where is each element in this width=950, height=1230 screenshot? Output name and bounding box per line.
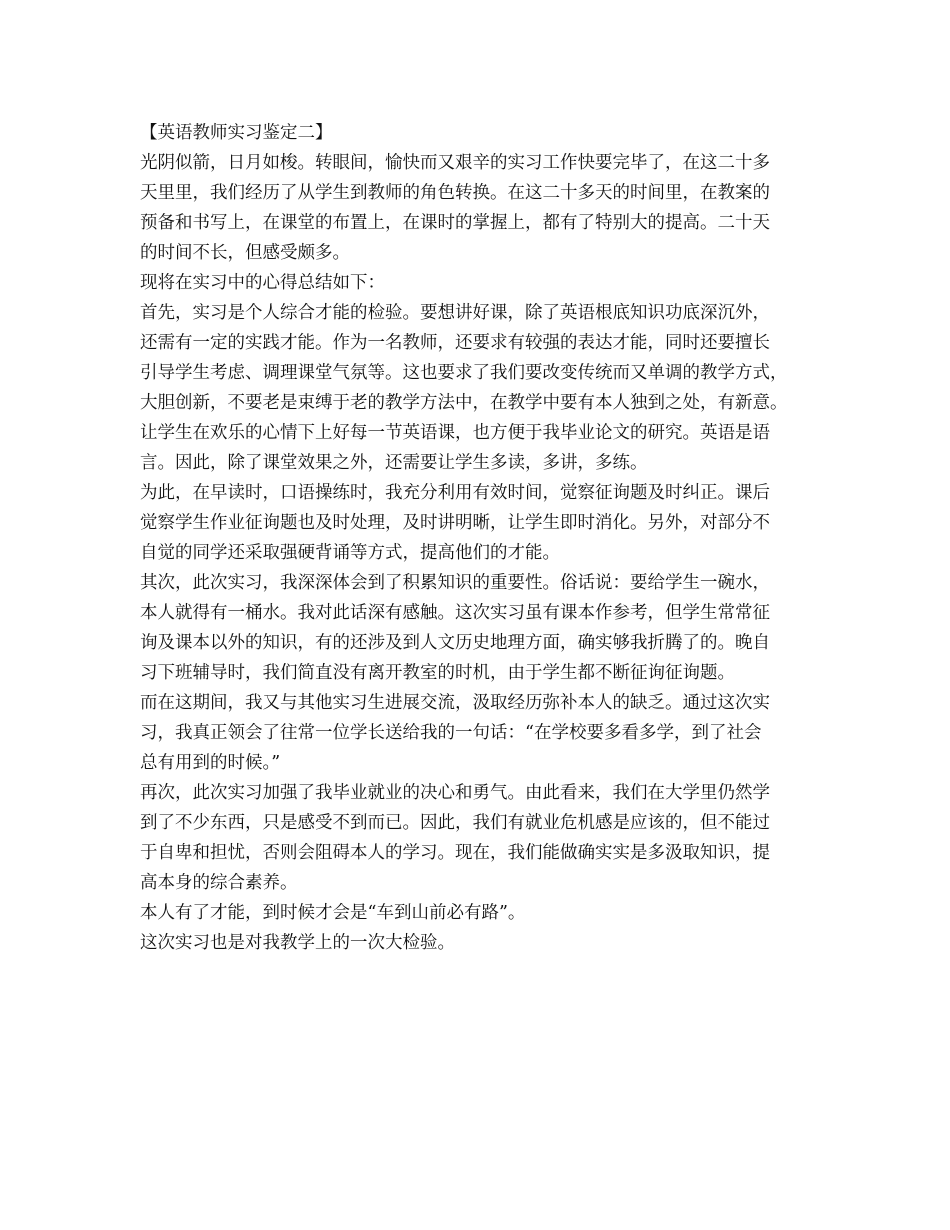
text-line: 觉察学生作业征询题也及时处理，及时讲明晰，让学生即时消化。另外，对部分不 — [140, 513, 770, 533]
paragraph-practice — [140, 478, 820, 568]
text-line: 这次实习也是对我教学上的一次大检验。 — [140, 933, 455, 953]
paragraph-conclusion — [140, 928, 820, 958]
paragraph-ability — [140, 898, 820, 928]
text-line: 本人有了才能，到时候才会是“车到山前必有路”。 — [140, 903, 526, 923]
text-line: 光阴似箭，日月如梭。转眼间，愉快而又艰辛的实习工作快要完毕了，在这二十多 — [140, 153, 770, 173]
text-line: 到了不少东西，只是感受不到而已。因此，我们有就业危机感是应该的，但不能过 — [140, 813, 770, 833]
text-line: 现将在实习中的心得总结如下： — [140, 273, 385, 293]
text-line: 自觉的同学还采取强硬背诵等方式，提高他们的才能。 — [140, 543, 560, 563]
text-line: 大胆创新，不要老是束缚于老的教学方法中，在教学中要有本人独到之处，有新意。 — [140, 393, 788, 413]
text-line: 还需有一定的实践才能。作为一名教师，还要求有较强的表达才能，同时还要擅长 — [140, 333, 770, 353]
paragraph-summary-lead — [140, 268, 820, 298]
text-line: 习，我真正领会了往常一位学长送给我的一句话：“在学校要多看多学，到了社会 — [140, 723, 762, 743]
text-line: 引导学生考虑、调理课堂气氛等。这也要求了我们要改变传统而又单调的教学方式， — [140, 363, 788, 383]
document-body — [140, 118, 820, 958]
text-line: 言。因此，除了课堂效果之外，还需要让学生多读，多讲，多练。 — [140, 453, 648, 473]
text-line: 询及课本以外的知识，有的还涉及到人文历史地理方面，确实够我折腾了的。晚自 — [140, 633, 770, 653]
paragraph-first-point — [140, 298, 820, 478]
paragraph-exchange — [140, 688, 820, 778]
text-line: 让学生在欢乐的心情下上好每一节英语课，也方便于我毕业论文的研究。英语是语 — [140, 423, 770, 443]
text-line: 为此，在早读时，口语操练时，我充分利用有效时间，觉察征询题及时纠正。课后 — [140, 483, 770, 503]
text-line: 其次，此次实习，我深深体会到了积累知识的重要性。俗话说：要给学生一碗水， — [140, 573, 770, 593]
text-line: 的时间不长，但感受颇多。 — [140, 243, 350, 263]
text-line: 预备和书写上，在课堂的布置上，在课时的掌握上，都有了特别大的提高。二十天 — [140, 213, 770, 233]
paragraph-second-point — [140, 568, 820, 688]
text-line: 首先，实习是个人综合才能的检验。要想讲好课，除了英语根底知识功底深沉外， — [140, 303, 770, 323]
text-line: 总有用到的时候。” — [140, 753, 281, 773]
text-line: 而在这期间，我又与其他实习生进展交流，汲取经历弥补本人的缺乏。通过这次实 — [140, 693, 770, 713]
text-line: 高本身的综合素养。 — [140, 873, 298, 893]
text-line: 习下班辅导时，我们简直没有离开教室的时机，由于学生都不断征询征询题。 — [140, 663, 735, 683]
text-line: 本人就得有一桶水。我对此话深有感触。这次实习虽有课本作参考，但学生常常征 — [140, 603, 770, 623]
paragraph-third-point — [140, 778, 820, 898]
text-line: 天里里，我们经历了从学生到教师的角色转换。在这二十多天的时间里，在教案的 — [140, 183, 770, 203]
paragraph-intro — [140, 148, 820, 268]
text-line: 再次，此次实习加强了我毕业就业的决心和勇气。由此看来，我们在大学里仍然学 — [140, 783, 770, 803]
document-title: 【英语教师实习鉴定二】 — [140, 123, 333, 143]
text-line: 于自卑和担忧，否则会阻碍本人的学习。现在，我们能做确实实是多汲取知识，提 — [140, 843, 770, 863]
